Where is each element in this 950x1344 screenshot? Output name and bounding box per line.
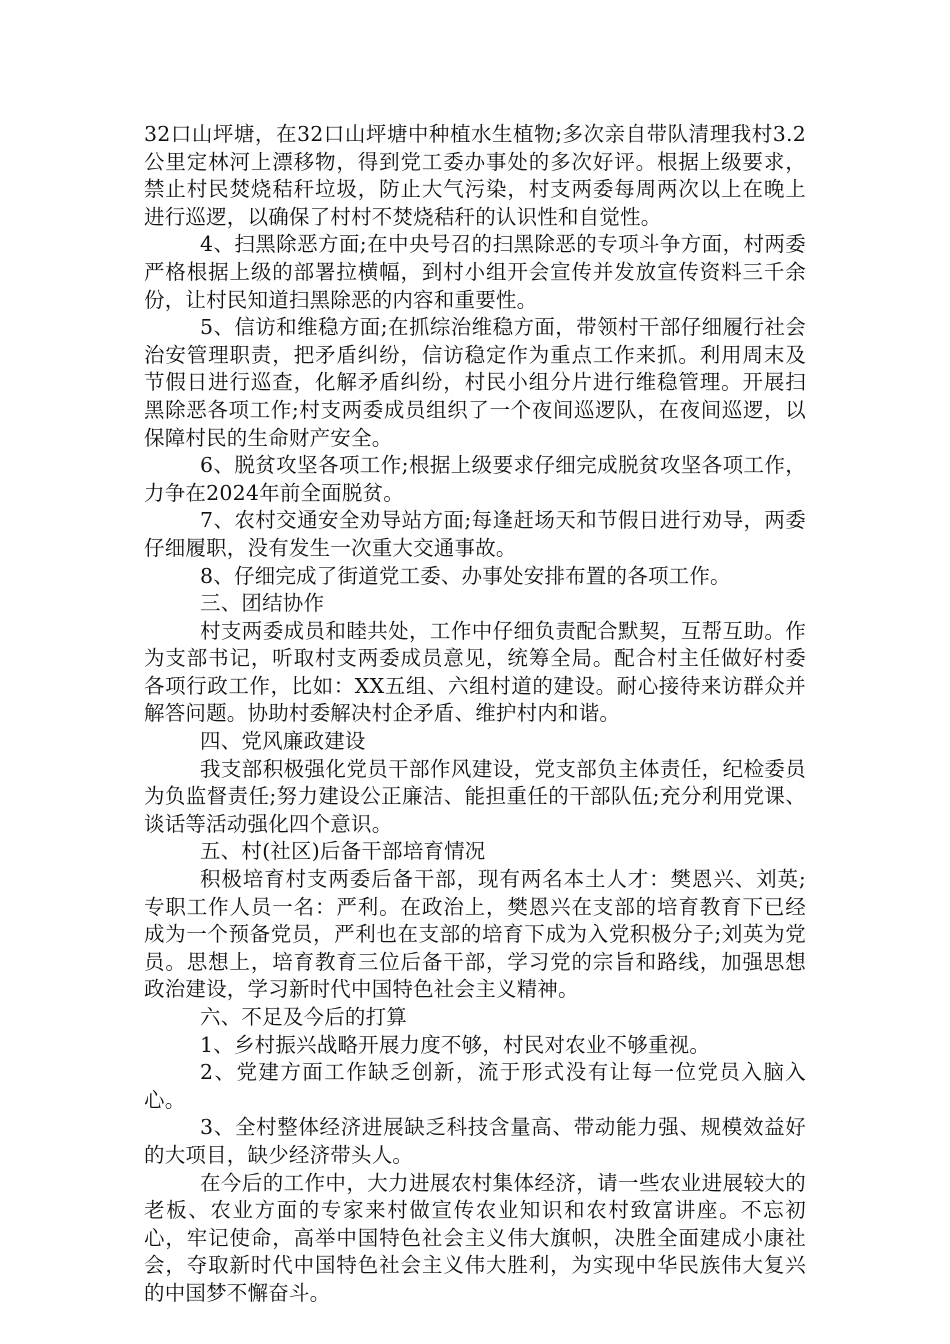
paragraph-16: 3、全村整体经济进展缺乏科技含量高、带动能力强、规模效益好的大项目，缺少经济带头人。 <box>144 1115 806 1167</box>
paragraph-3: 5、信访和维稳方面;在抓综治维稳方面，带领村干部仔细履行社会治安管理职责，把矛盾纠纷，信访稳定作为重点工作来抓。利用周末及节假日进行巡查，化解矛盾纠纷，村民小组分片进行维稳管理。开展扫黑除恶各项工作;村支两委成员组织了一个夜间巡逻队，在夜间巡逻，以保障村民的生命财产安全。 <box>144 315 806 450</box>
section-heading-integrity: 四、党风廉政建设 <box>200 729 366 754</box>
paragraph-4: 6、脱贫攻坚各项工作;根据上级要求仔细完成脱贫攻坚各项工作，力争在2024年前全面脱贫。 <box>144 453 806 505</box>
section-heading-shortcomings: 六、不足及今后的打算 <box>200 1005 407 1029</box>
document-body <box>144 121 806 1308</box>
paragraph-5: 7、农村交通安全劝导站方面;每逢赶场天和节假日进行劝导，两委仔细履职，没有发生一次重大交通事故。 <box>144 508 806 560</box>
paragraph-2: 4、扫黑除恶方面;在中央号召的扫黑除恶的专项斗争方面，村两委严格根据上级的部署拉横幅，到村小组开会宣传并发放宣传资料三千余份，让村民知道扫黑除恶的内容和重要性。 <box>144 232 806 312</box>
paragraph-12: 积极培育村支两委后备干部，现有两名本土人才：樊恩兴、刘英;专职工作人员一名：严利。在政治上，樊恩兴在支部的培育教育下已经成为一个预备党员，严利也在支部的培育下成为入党积极分子;刘英为党员。思想上，培育教育三位后备干部，学习党的宗旨和路线，加强思想政治建设，学习新时代中国特色社会主义精神。 <box>144 867 806 1002</box>
paragraph-8: 村支两委成员和睦共处，工作中仔细负责配合默契，互帮互助。作为支部书记，听取村支两委成员意见，统筹全局。配合村主任做好村委各项行政工作，比如：XX五组、六组村道的建设。耐心接待来访群众并解答问题。协助村委解决村企矛盾、维护村内和谐。 <box>144 618 806 726</box>
paragraph-1: 32口山坪塘，在32口山坪塘中种植水生植物;多次亲自带队清理我村3.2公里定林河上漂移物，得到党工委办事处的多次好评。根据上级要求，禁止村民焚烧秸秆垃圾，防止大气污染，村支两委每周两次以上在晚上进行巡逻，以确保了村村不焚烧秸秆的认识性和自觉性。 <box>144 122 806 229</box>
section-heading-reserve-cadres: 五、村(社区)后备干部培育情况 <box>200 839 486 864</box>
paragraph-15: 2、党建方面工作缺乏创新，流于形式没有让每一位党员入脑入心。 <box>144 1060 806 1112</box>
paragraph-10: 我支部积极强化党员干部作风建设，党支部负主体责任，纪检委员为负监督责任;努力建设公正廉洁、能担重任的干部队伍;充分利用党课、谈话等活动强化四个意识。 <box>144 756 806 836</box>
paragraph-17: 在今后的工作中，大力进展农村集体经济，请一些农业进展较大的老板、农业方面的专家来村做宣传农业知识和农村致富讲座。不忘初心，牢记使命，高举中国特色社会主义伟大旗帜，决胜全面建成小康社会，夺取新时代中国特色社会主义伟大胜利，为实现中华民族伟大复兴的中国梦不懈奋斗。 <box>144 1170 806 1305</box>
paragraph-6: 8、仔细完成了街道党工委、办事处安排布置的各项工作。 <box>200 563 731 588</box>
section-heading-unity: 三、团结协作 <box>200 591 325 616</box>
paragraph-14: 1、乡村振兴战略开展力度不够，村民对农业不够重视。 <box>200 1032 711 1057</box>
